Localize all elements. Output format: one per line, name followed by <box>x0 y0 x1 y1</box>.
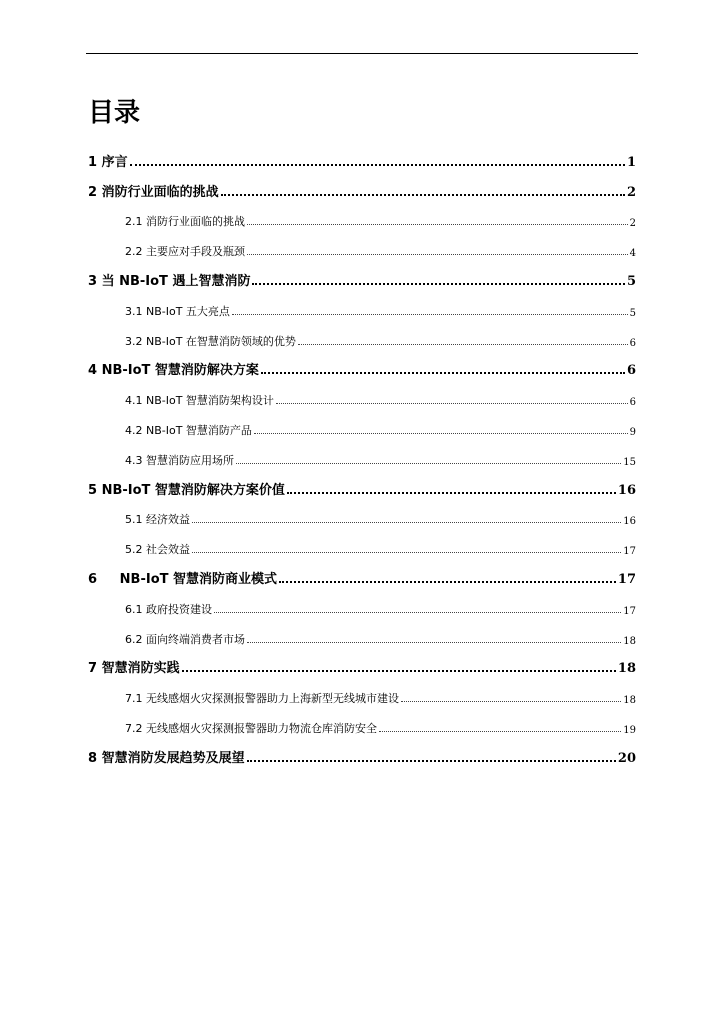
toc-entry-label: 3.2 NB-IoT 在智慧消防领域的优势 <box>125 334 296 348</box>
toc-entry-label: 1 序言 <box>88 154 128 170</box>
toc-entry-label: 5.2 社会效益 <box>125 543 190 557</box>
toc-entry-page: 9 <box>629 426 636 438</box>
toc-entry-4-2[interactable] <box>88 408 636 438</box>
toc-entry-label: 7.2 无线感烟火灾探测报警器助力物流仓库消防安全 <box>125 721 377 735</box>
dot-leader <box>232 314 628 315</box>
toc-entry-label: 2.2 主要应对手段及瓶颈 <box>125 245 245 259</box>
toc-entry-7-2[interactable] <box>88 706 636 736</box>
toc-entry-page: 18 <box>623 695 636 707</box>
dot-leader <box>252 283 625 285</box>
toc-entry-page: 1 <box>626 154 636 170</box>
dot-leader <box>401 701 621 702</box>
toc-entry-page: 20 <box>617 750 636 766</box>
toc-entry-2-1[interactable] <box>88 200 636 230</box>
toc-entry-label: 3.1 NB-IoT 五大亮点 <box>125 304 230 318</box>
dot-leader <box>247 642 621 643</box>
toc-entry-4-1[interactable] <box>88 378 636 408</box>
toc-entry-1[interactable] <box>88 140 636 170</box>
dot-leader <box>214 612 621 613</box>
toc-entry-6-2[interactable] <box>88 617 636 647</box>
toc-entry-7[interactable] <box>88 647 636 677</box>
toc-entry-page: 4 <box>629 248 636 260</box>
dot-leader <box>182 670 616 672</box>
toc-entry-label: 5.1 经济效益 <box>125 513 190 527</box>
dot-leader <box>236 463 621 464</box>
toc-entry-5-2[interactable] <box>88 527 636 557</box>
dot-leader <box>276 403 628 404</box>
dot-leader <box>287 492 616 494</box>
toc-entry-page: 6 <box>626 363 636 379</box>
toc-entry-label: 6.1 政府投资建设 <box>125 602 212 616</box>
toc-entry-page: 6 <box>629 337 636 349</box>
toc-entry-page: 6 <box>629 397 636 409</box>
toc-entry-5[interactable] <box>88 468 636 498</box>
toc-entry-label: 7.1 无线感烟火灾探测报警器助力上海新型无线城市建设 <box>125 692 399 706</box>
toc-entry-page: 15 <box>623 456 636 468</box>
dot-leader <box>130 164 625 166</box>
dot-leader <box>221 194 625 196</box>
toc-entry-2[interactable] <box>88 170 636 200</box>
toc-entry-label: 4.3 智慧消防应用场所 <box>125 453 234 467</box>
dot-leader <box>247 760 616 762</box>
dot-leader <box>247 224 628 225</box>
toc-entry-label: 2.1 消防行业面临的挑战 <box>125 215 245 229</box>
toc-entry-label: 5 NB-IoT 智慧消防解决方案价值 <box>88 482 285 498</box>
toc-entry-label: 2 消防行业面临的挑战 <box>88 184 219 200</box>
toc-entry-6-1[interactable] <box>88 587 636 617</box>
toc-entry-page: 19 <box>623 724 636 736</box>
toc-entry-page: 18 <box>623 635 636 647</box>
toc-entry-label: 3 当 NB-IoT 遇上智慧消防 <box>88 273 251 289</box>
dot-leader <box>254 433 628 434</box>
toc-entry-page: 17 <box>617 571 636 587</box>
toc-entry-6[interactable] <box>88 557 636 587</box>
toc-entry-label: 4 NB-IoT 智慧消防解决方案 <box>88 363 259 379</box>
dot-leader <box>192 552 621 553</box>
dot-leader <box>279 581 616 583</box>
toc-title: 目录 <box>88 98 141 128</box>
dot-leader <box>247 254 628 255</box>
toc-entry-label: 4.2 NB-IoT 智慧消防产品 <box>125 423 252 437</box>
toc-entry-label: 7 智慧消防实践 <box>88 661 180 677</box>
dot-leader <box>298 344 628 345</box>
toc-entry-page: 5 <box>626 273 636 289</box>
toc-entry-label: 6 NB-IoT 智慧消防商业模式 <box>88 571 278 587</box>
toc-entry-label: 6.2 面向终端消费者市场 <box>125 632 245 646</box>
toc-entry-5-1[interactable] <box>88 498 636 528</box>
toc-entry-2-2[interactable] <box>88 229 636 259</box>
toc-entry-page: 2 <box>629 218 636 230</box>
toc-entry-3-2[interactable] <box>88 319 636 349</box>
table-of-contents <box>88 140 636 766</box>
toc-entry-4[interactable] <box>88 349 636 379</box>
dot-leader <box>261 372 625 374</box>
toc-entry-page: 17 <box>623 546 636 558</box>
toc-entry-label: 4.1 NB-IoT 智慧消防架构设计 <box>125 394 274 408</box>
toc-entry-page: 16 <box>623 516 636 528</box>
toc-entry-page: 2 <box>626 184 636 200</box>
toc-entry-page: 5 <box>629 307 636 319</box>
toc-entry-label: 8 智慧消防发展趋势及展望 <box>88 750 245 766</box>
toc-entry-4-3[interactable] <box>88 438 636 468</box>
header-rule <box>86 53 638 54</box>
toc-entry-page: 17 <box>623 605 636 617</box>
toc-entry-7-1[interactable] <box>88 676 636 706</box>
toc-entry-page: 18 <box>617 661 636 677</box>
dot-leader <box>379 731 621 732</box>
toc-entry-8[interactable] <box>88 736 636 766</box>
dot-leader <box>192 522 621 523</box>
toc-entry-page: 16 <box>617 482 636 498</box>
toc-entry-3[interactable] <box>88 259 636 289</box>
toc-entry-3-1[interactable] <box>88 289 636 319</box>
